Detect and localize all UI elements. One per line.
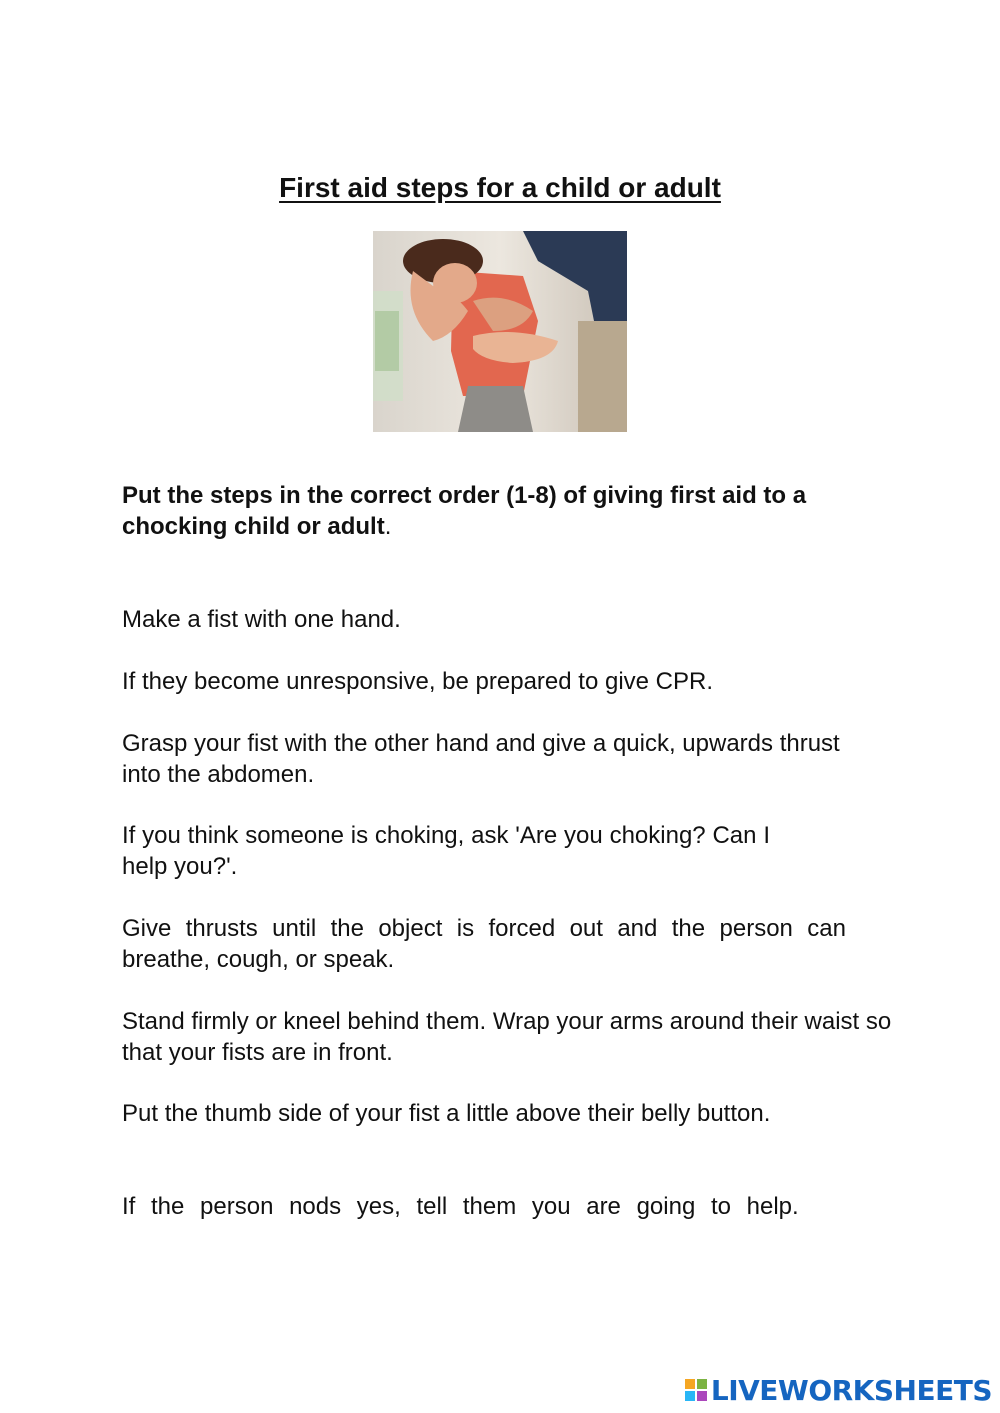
logo-block xyxy=(685,1379,695,1389)
logo-text: LIVEWORKSHEETS xyxy=(710,1373,992,1407)
step-item: If you think someone is choking, ask 'Are you choking? Can I help you?'. xyxy=(122,822,770,880)
step-item: If they become unresponsive, be prepared to give CPR. xyxy=(122,668,713,695)
heimlich-photo xyxy=(373,231,627,432)
step-item: Stand firmly or kneel behind them. Wrap your arms around their waist so that your fists are in front. xyxy=(122,1008,892,1066)
logo-blocks-icon xyxy=(685,1379,707,1401)
step-item: Grasp your fist with the other hand and give a quick, upwards thrust into the abdomen. xyxy=(122,730,840,788)
heimlich-illustration xyxy=(373,231,627,432)
step-item: Put the thumb side of your fist a little above their belly button. xyxy=(122,1100,771,1127)
logo-block xyxy=(697,1391,707,1401)
step-item: Give thrusts until the object is forced out and the person can breathe, cough, or speak. xyxy=(122,915,846,973)
worksheet-title: First aid steps for a child or adult xyxy=(279,172,721,203)
instructions-text: Put the steps in the correct order (1-8) of giving first aid to a chocking child or adult. xyxy=(122,482,807,540)
step-item: If the person nods yes, tell them you are going to help. xyxy=(122,1193,799,1220)
logo-block xyxy=(685,1391,695,1401)
liveworksheets-logo xyxy=(685,1375,992,1405)
logo-block xyxy=(697,1379,707,1389)
step-item: Make a fist with one hand. xyxy=(122,606,401,633)
